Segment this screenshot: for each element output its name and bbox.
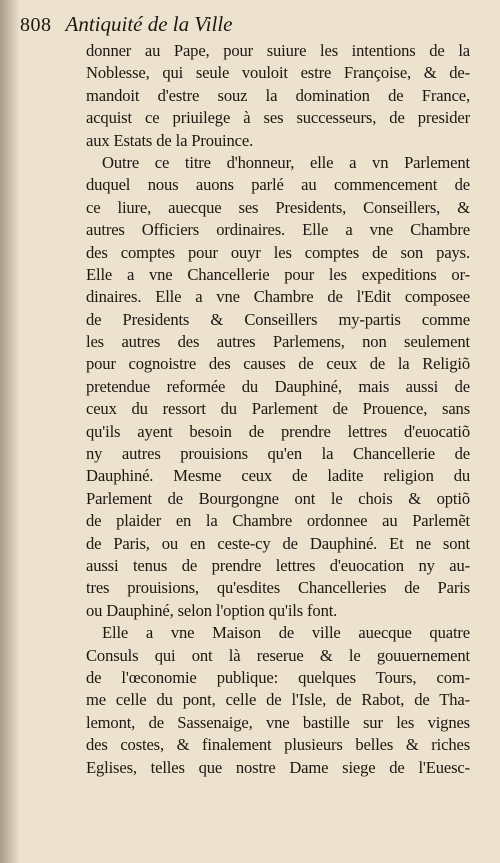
text-line: pretendue reformée du Dauphiné, mais aussi de <box>86 376 470 396</box>
text-line: des costes, & finalement plusieurs belles & riches <box>86 735 470 755</box>
text-line: Eglises, telles que nostre Dame siege de l'Euesc- <box>86 757 470 777</box>
text-line: acquist ce priuilege à ses successeurs, de presider <box>86 108 470 128</box>
page-number: 808 <box>20 14 52 36</box>
text-line: de Paris, ou en ceste-cy de Dauphiné. Et ne sont <box>86 533 470 553</box>
text-line: Dauphiné. Mesme ceux de ladite religion du <box>86 466 470 486</box>
running-title: Antiquité de la Ville <box>65 12 233 36</box>
text-line: pour cognoistre des causes de ceux de la Religiõ <box>86 354 470 374</box>
text-line: les autres des autres Parlemens, non seulement <box>86 332 470 352</box>
text-line: tres prouisions, qu'esdites Chancelleries de Paris <box>86 578 470 598</box>
text-line: Elle a vne Chancellerie pour les expeditions or- <box>86 264 470 284</box>
text-line: autres Officiers ordinaires. Elle a vne Chambre <box>86 220 470 240</box>
text-line: aux Estats de la Prouince. <box>86 130 254 150</box>
paragraph <box>86 40 470 152</box>
text-line: Elle a vne Maison de ville auecque quatre <box>102 623 470 643</box>
page-header <box>20 12 470 40</box>
text-line: Consuls qui ont là reserue & le gouuernement <box>86 645 470 665</box>
text-line: lemont, de Sassenaige, vne bastille sur les vignes <box>86 712 470 732</box>
text-line: de Presidents & Conseillers my-partis comme <box>86 309 470 329</box>
text-line: aussi tenus de prendre lettres d'euocation ny au- <box>86 555 470 575</box>
text-line: me celle du pont, celle de l'Isle, de Rabot, de Tha- <box>86 690 470 710</box>
text-line: ceux du ressort du Parlement de Prouence, sans <box>86 399 470 419</box>
text-line: duquel nous auons parlé au commencement de <box>86 175 470 195</box>
text-line: Outre ce titre d'honneur, elle a vn Parlement <box>102 152 470 172</box>
paragraph <box>86 622 470 779</box>
text-line: Noblesse, qui seule vouloit estre Françoise, & de- <box>86 63 470 83</box>
text-line: donner au Pape, pour suiure les intentions de la <box>86 41 470 60</box>
text-line: ou Dauphiné, selon l'option qu'ils font. <box>86 600 338 620</box>
text-line: mandoit d'estre souz la domination de France, <box>86 85 470 105</box>
text-line: Parlement de Bourgongne ont le chois & optiõ <box>86 488 470 508</box>
text-line: ce liure, auecque ses Presidents, Conseillers, & <box>86 197 470 217</box>
text-line: ny autres prouisions qu'en la Chancellerie de <box>86 444 470 464</box>
text-line: de l'œconomie publique: quelques Tours, com- <box>86 667 470 687</box>
body-text <box>86 40 470 779</box>
text-line: de plaider en la Chambre ordonnee au Parlemẽt <box>86 511 470 531</box>
text-line: qu'ils ayent besoin de prendre lettres d'euocatiõ <box>86 421 470 441</box>
paragraph <box>86 152 470 622</box>
text-line: des comptes pour ouyr les comptes de son pays. <box>86 242 470 262</box>
text-line: dinaires. Elle a vne Chambre de l'Edit composee <box>86 287 470 307</box>
